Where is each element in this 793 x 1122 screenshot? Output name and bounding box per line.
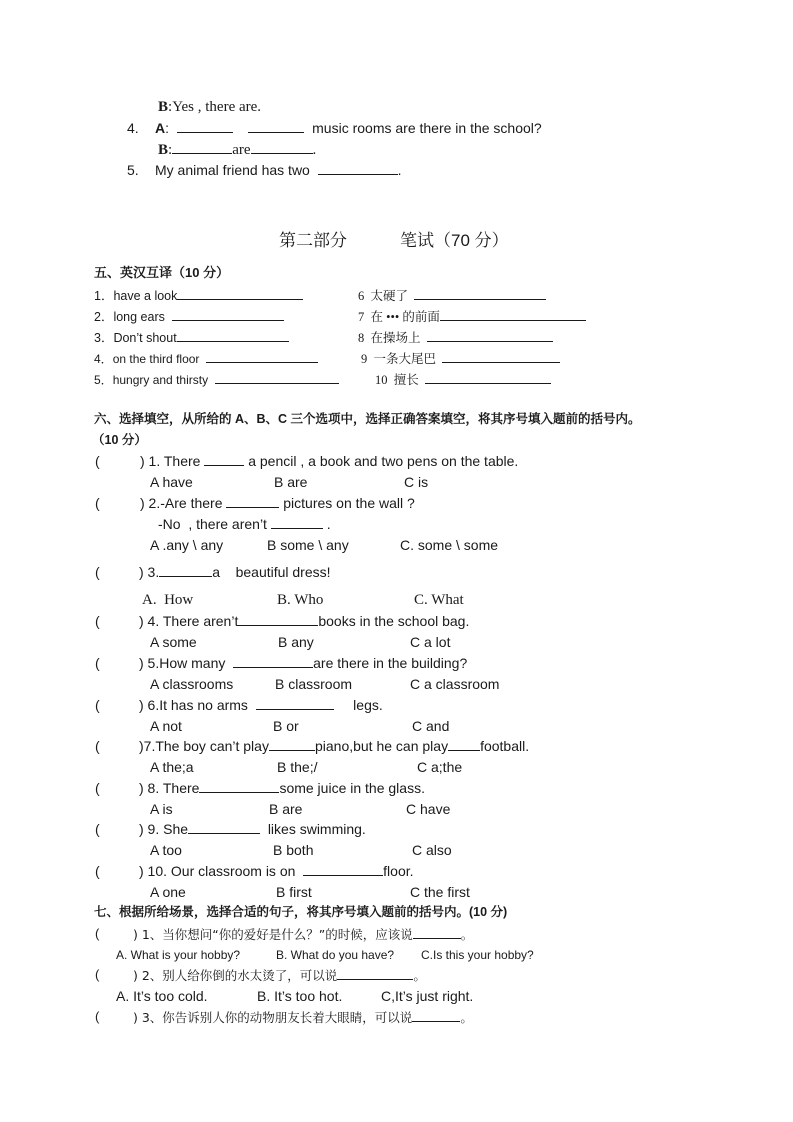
item-number: 8 xyxy=(358,331,365,345)
s5-item-7 xyxy=(358,307,586,326)
q5-question: My animal friend has two . xyxy=(155,162,402,178)
option-b[interactable]: B classroom xyxy=(275,676,353,692)
s6-q6 xyxy=(139,696,383,714)
option-c[interactable]: C a;the xyxy=(417,759,463,775)
s5-item-2 xyxy=(94,307,284,326)
option-a[interactable]: A one xyxy=(150,884,186,900)
section6-heading-score: （10 分） xyxy=(92,433,147,447)
option-b[interactable]: B first xyxy=(276,884,312,900)
q4-answer: B: are . xyxy=(158,142,317,158)
option-c[interactable]: C the first xyxy=(410,884,470,900)
blank[interactable] xyxy=(188,820,260,834)
item-text: 在 ••• 的前面 xyxy=(370,310,440,324)
item-number: 5． xyxy=(94,373,113,387)
blank[interactable] xyxy=(172,307,284,321)
question-stem: ) 6.It has no arms xyxy=(139,697,248,713)
question-stem: ) 10. Our classroom is on xyxy=(139,863,296,879)
s6-q5 xyxy=(139,654,467,672)
section7-heading: 七、根据所给场景，选择合适的句子，将其序号填入题前的括号内。(10 分) xyxy=(94,905,508,919)
option-a[interactable]: A have xyxy=(150,474,193,490)
question-text: football. xyxy=(480,738,530,754)
blank[interactable] xyxy=(413,925,461,939)
answer-paren[interactable]: ( xyxy=(95,564,100,580)
question-stem: ) 1. There xyxy=(140,453,201,469)
item-number: 9 xyxy=(361,352,368,366)
section5-heading: 五、英汉互译（10 分） xyxy=(94,265,230,280)
s6-q8 xyxy=(139,779,425,797)
item-text: 太硬了 xyxy=(370,289,409,303)
blank[interactable] xyxy=(226,494,279,508)
question-stem: ) 1、当你想问“你的爱好是什么？”的时候，应该说 xyxy=(133,927,413,942)
blank[interactable] xyxy=(251,140,313,154)
item-number: 10 xyxy=(375,373,388,387)
option-c[interactable]: C a classroom xyxy=(410,676,500,692)
question-stem: ) 8. There xyxy=(139,780,200,796)
answer-paren[interactable]: ( xyxy=(95,613,100,629)
s6-q7 xyxy=(139,737,529,755)
option-c[interactable]: C and xyxy=(412,718,450,734)
question-text: a pencil , a book and two pens on the table. xyxy=(248,453,519,469)
punctuation: 。 xyxy=(460,927,474,942)
answer-paren[interactable]: ( xyxy=(95,655,100,671)
item-text: 在操场上 xyxy=(370,331,421,345)
item-text: 一条大尾巴 xyxy=(373,352,437,366)
blank[interactable] xyxy=(412,1008,460,1022)
question-text: legs. xyxy=(353,697,383,713)
item-text: on the third floor xyxy=(112,352,200,366)
blank[interactable] xyxy=(303,862,383,876)
blank[interactable] xyxy=(177,286,303,300)
option-a[interactable]: A .any \ any xyxy=(150,537,224,553)
q5-line xyxy=(127,161,139,179)
question-text: a beautiful dress! xyxy=(212,564,331,580)
option-c[interactable]: C,It’s just right. xyxy=(381,988,474,1004)
answer-paren[interactable]: ( xyxy=(95,495,100,511)
s5-item-4 xyxy=(94,349,318,368)
answer-paren[interactable]: ( xyxy=(95,738,100,754)
option-a[interactable]: A too xyxy=(150,842,182,858)
blank[interactable] xyxy=(177,328,289,342)
option-b[interactable]: B both xyxy=(273,842,314,858)
item-number: 3． xyxy=(94,331,114,345)
part-title-left: 第二部分 xyxy=(279,231,347,250)
option-b[interactable]: B any xyxy=(278,634,314,650)
blank[interactable] xyxy=(442,349,560,363)
answer-paren[interactable]: ( xyxy=(95,863,100,879)
blank[interactable] xyxy=(199,779,279,793)
s6-q4 xyxy=(139,612,469,630)
item-text: long ears xyxy=(113,310,165,324)
option-a[interactable]: A classrooms xyxy=(150,676,234,692)
s7-q1 xyxy=(133,925,473,944)
s5-item-3 xyxy=(94,328,289,347)
blank[interactable] xyxy=(269,737,315,751)
question-text: music rooms are there in the school? xyxy=(312,120,542,136)
option-b[interactable]: B are xyxy=(269,801,303,817)
blank[interactable] xyxy=(414,286,546,300)
question-stem: ) 2.-Are there xyxy=(140,495,223,511)
blank[interactable] xyxy=(271,515,323,529)
answer-paren[interactable]: ( xyxy=(95,821,100,837)
blank[interactable] xyxy=(172,140,232,154)
item-number: 4． xyxy=(94,352,113,366)
s7-q3 xyxy=(133,1008,473,1027)
answer-paren[interactable]: ( xyxy=(95,697,100,713)
item-text: 擅长 xyxy=(393,373,419,387)
s5-item-8 xyxy=(358,328,553,347)
item-text: have a look xyxy=(113,289,178,303)
question-stem: ) 3、你告诉别人你的动物朋友长着大眼睛，可以说 xyxy=(133,1010,413,1025)
q3-answer-b: B:Yes , there are. xyxy=(158,99,262,115)
question-stem: ) 2、别人给你倒的水太烫了，可以说 xyxy=(133,968,338,983)
blank[interactable] xyxy=(256,696,334,710)
part-title-right: 笔试（70 分） xyxy=(400,231,509,250)
s5-item-10 xyxy=(375,370,551,389)
answer-paren[interactable]: ( xyxy=(95,967,100,982)
q4-line xyxy=(127,119,139,137)
option-a[interactable]: A the;a xyxy=(150,759,194,775)
item-number: 1． xyxy=(94,289,114,303)
blank[interactable] xyxy=(318,161,398,175)
blank[interactable] xyxy=(425,370,551,384)
question-text: are there in the building? xyxy=(313,655,468,671)
option-c[interactable]: C have xyxy=(406,801,451,817)
blank[interactable] xyxy=(427,328,553,342)
question-text: floor. xyxy=(383,863,414,879)
option-a[interactable]: A is xyxy=(150,801,173,817)
blank[interactable] xyxy=(448,737,480,751)
blank[interactable] xyxy=(337,966,413,980)
blank[interactable] xyxy=(248,119,304,133)
section6-heading: 六、选择填空，从所给的 A、B、C 三个选项中，选择正确答案填空，将其序号填入题前的括号内。 xyxy=(94,412,641,426)
speaker-label: A xyxy=(155,120,166,136)
blank[interactable] xyxy=(440,307,586,321)
question-text: piano,but he can play xyxy=(314,738,449,754)
option-b[interactable]: B or xyxy=(273,718,299,734)
question-text: books in the school bag. xyxy=(318,613,470,629)
option-b[interactable]: B some \ any xyxy=(267,537,349,553)
blank[interactable] xyxy=(233,654,313,668)
option-a[interactable]: A. What is your hobby? xyxy=(116,948,241,962)
option-a[interactable]: A. It’s too cold. xyxy=(116,988,208,1004)
question-number: 4. xyxy=(127,120,139,136)
s7-q2 xyxy=(133,966,426,985)
answer-text: Yes , there are. xyxy=(172,99,262,115)
s5-item-5 xyxy=(94,370,339,389)
punctuation: 。 xyxy=(413,968,426,983)
s6-q3 xyxy=(139,563,331,581)
option-c[interactable]: C. What xyxy=(414,592,464,608)
answer-paren[interactable]: ( xyxy=(95,1009,100,1024)
option-c[interactable]: C.Is this your hobby? xyxy=(421,948,534,962)
option-a[interactable]: A. How xyxy=(142,592,194,608)
punctuation: 。 xyxy=(460,1010,473,1025)
question-stem: ) 9. She xyxy=(139,821,189,837)
question-text: some juice in the glass. xyxy=(279,780,425,796)
option-b[interactable]: B. It’s too hot. xyxy=(257,988,343,1004)
answer-paren[interactable]: ( xyxy=(95,780,100,796)
item-text: hungry and thirsty xyxy=(112,373,209,387)
blank[interactable] xyxy=(177,119,233,133)
option-b[interactable]: B the;/ xyxy=(277,759,318,775)
answer-paren[interactable]: ( xyxy=(95,453,100,469)
s6-q1 xyxy=(140,452,518,470)
blank[interactable] xyxy=(238,612,318,626)
s6-q2-line2 xyxy=(158,515,331,533)
option-c[interactable]: C. some \ some xyxy=(400,537,499,553)
s5-item-1 xyxy=(94,286,303,305)
item-text: Don’t shout xyxy=(113,331,177,345)
option-c[interactable]: C a lot xyxy=(410,634,451,650)
s5-item-9 xyxy=(361,349,560,368)
question-stem: ) 5.How many xyxy=(139,655,226,671)
answer-paren[interactable]: ( xyxy=(95,926,100,941)
s6-q9 xyxy=(139,820,366,838)
question-text: My animal friend has two xyxy=(155,162,310,178)
option-c[interactable]: C also xyxy=(412,842,452,858)
punctuation: . xyxy=(326,516,331,532)
q4-question: A: music rooms are there in the school? xyxy=(155,120,542,136)
blank[interactable] xyxy=(159,563,212,577)
item-number: 2． xyxy=(94,310,114,324)
s6-q10 xyxy=(139,862,414,880)
s5-item-6 xyxy=(358,286,546,305)
blank[interactable] xyxy=(204,452,244,466)
blank[interactable] xyxy=(206,349,318,363)
option-c[interactable]: C is xyxy=(404,474,429,490)
question-number: 5. xyxy=(127,162,139,178)
answer-text: are xyxy=(232,142,251,158)
option-b[interactable]: B. What do you have? xyxy=(276,948,395,962)
item-number: 6 xyxy=(358,289,365,303)
question-text: pictures on the wall ? xyxy=(283,495,415,511)
question-text: likes swimming. xyxy=(267,821,366,837)
question-stem: ) 4. There aren’t xyxy=(139,613,239,629)
option-b[interactable]: B are xyxy=(274,474,308,490)
option-a[interactable]: A some xyxy=(150,634,197,650)
option-a[interactable]: A not xyxy=(150,718,182,734)
s6-q2 xyxy=(140,494,415,512)
question-stem: )7.The boy can’t play xyxy=(139,738,269,754)
option-b[interactable]: B. Who xyxy=(277,592,324,608)
blank[interactable] xyxy=(215,370,339,384)
question-text: -No , there aren’t xyxy=(158,516,267,532)
speaker-label: B xyxy=(158,142,169,158)
item-number: 7 xyxy=(358,310,365,324)
question-stem: ) 3. xyxy=(139,564,160,580)
